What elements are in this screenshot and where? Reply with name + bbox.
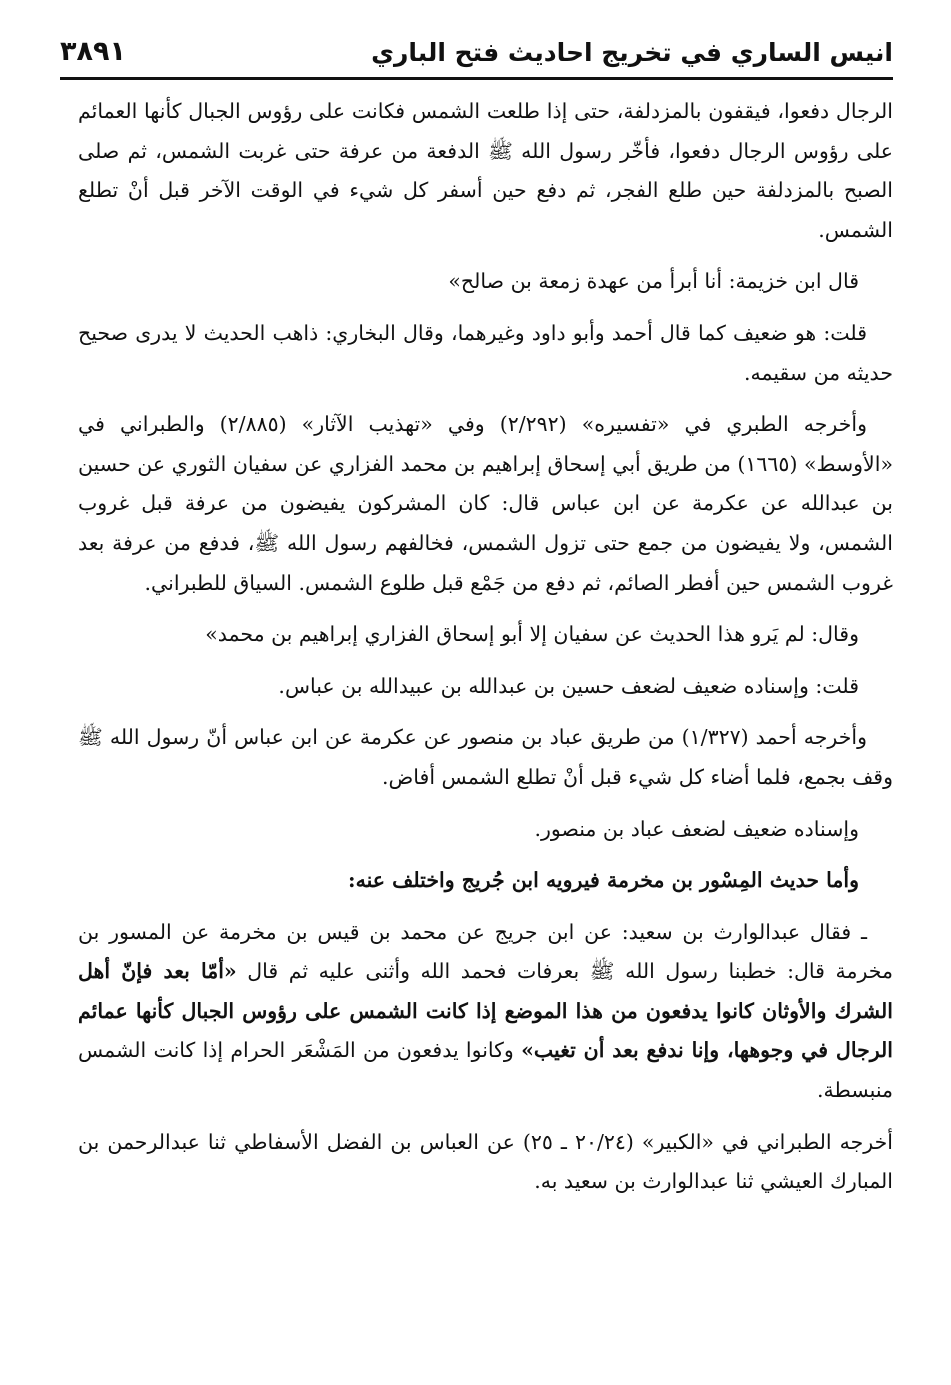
page-body <box>78 92 893 1214</box>
paragraph <box>78 262 893 302</box>
paragraph <box>78 667 893 707</box>
text-segment: قلت: وإسناده ضعيف لضعف حسين بن عبدالله بن عبيدالله بن عباس. <box>278 673 859 698</box>
header-rule <box>60 77 893 80</box>
page-number: ٣٨٩١ <box>60 36 126 67</box>
text-segment: قال ابن خزيمة: أنا أبرأ من عهدة زمعة بن صالح» <box>448 269 859 294</box>
text-segment: وأخرجه الطبري في «تفسيره» (٢/٢٩٢) وفي «تهذيب الآثار» (٢/٨٨٥) والطبراني في «الأوسط» (١٦٦٥) من طريق أبي إسحاق إبراهيم بن محمد الفزاري عن سفيان الثوري عن حسين بن عبدالله عن عكرمة عن ابن عباس قال: كان المشركون يفيضون من عرفة قبل غروب الشمس، ولا يفيضون من جمع حتى تزول الشمس، فخالفهم رسول الله ﷺ، فدفع من عرفة بعد غروب الشمس حين أفطر الصائم، ثم دفع من جَمْع قبل طلوع الشمس. السياق للطبراني. <box>78 412 893 595</box>
page-header <box>60 32 893 80</box>
text-segment: قلت: هو ضعيف كما قال أحمد وأبو داود وغيرهما، وقال البخاري: ذاهب الحديث لا يدرى صحيح حديثه من سقيمه. <box>78 320 893 385</box>
text-segment: وإسناده ضعيف لضعف عباد بن منصور. <box>534 816 859 841</box>
paragraph <box>78 1123 893 1202</box>
running-title: انيس الساري في تخريج احاديث فتح الباري <box>371 38 893 67</box>
text-segment: وكانوا يدفعون من المَشْعَر الحرام إذا كانت الشمس منبسطة. <box>78 1038 893 1103</box>
text-segment: ـ فقال عبدالوارث بن سعيد: عن ابن جريج عن محمد بن قيس بن مخرمة عن المسور بن مخرمة قال: خطبنا رسول الله ﷺ بعرفات فحمد الله وأثنى عليه ثم قال <box>78 919 893 984</box>
paragraph <box>78 615 893 655</box>
paragraph <box>78 92 893 250</box>
text-segment: وأخرجه أحمد (١/٣٢٧) من طريق عباد بن منصور عن عكرمة عن ابن عباس أنّ رسول الله ﷺ وقف بجمع، فلما أضاء كل شيء قبل أنْ تطلع الشمس أفاض. <box>78 725 893 789</box>
paragraph <box>78 718 893 797</box>
bold-text-segment: «أمّا بعد فإنّ أهل الشرك والأوثان كانوا يدفعون من هذا الموضع إذا كانت الشمس على رؤوس الجبال كأنها عمائم الرجال في وجوهها، وإنا ندفع بعد أن تغيب» <box>78 959 894 1063</box>
paragraph <box>78 314 893 393</box>
section-heading <box>78 861 893 901</box>
paragraph <box>78 913 893 1111</box>
text-segment: الرجال دفعوا، فيقفون بالمزدلفة، حتى إذا طلعت الشمس فكانت على رؤوس الجبال كأنها العمائم على رؤوس الرجال دفعوا، فأخّر رسول الله ﷺ الدفعة من عرفة حتى غربت الشمس، ثم صلى الصبح بالمزدلفة حين طلع الفجر، ثم دفع حين أسفر كل شيء في الوقت الآخر قبل أنْ تطلع الشمس. <box>78 99 893 242</box>
bold-text-segment: وأما حديث المِسْور بن مخرمة فيرويه ابن جُريج واختلف عنه: <box>348 868 859 893</box>
paragraph <box>78 810 893 850</box>
text-segment: وقال: لم يَرو هذا الحديث عن سفيان إلا أبو إسحاق الفزاري إبراهيم بن محمد» <box>205 622 859 647</box>
paragraph <box>78 405 893 603</box>
text-segment: أخرجه الطبراني في «الكبير» (٢٠/٢٤ ـ ٢٥) عن العباس بن الفضل الأسفاطي ثنا عبدالرحمن بن المبارك العيشي ثنا عبدالوارث بن سعيد به. <box>78 1129 893 1194</box>
